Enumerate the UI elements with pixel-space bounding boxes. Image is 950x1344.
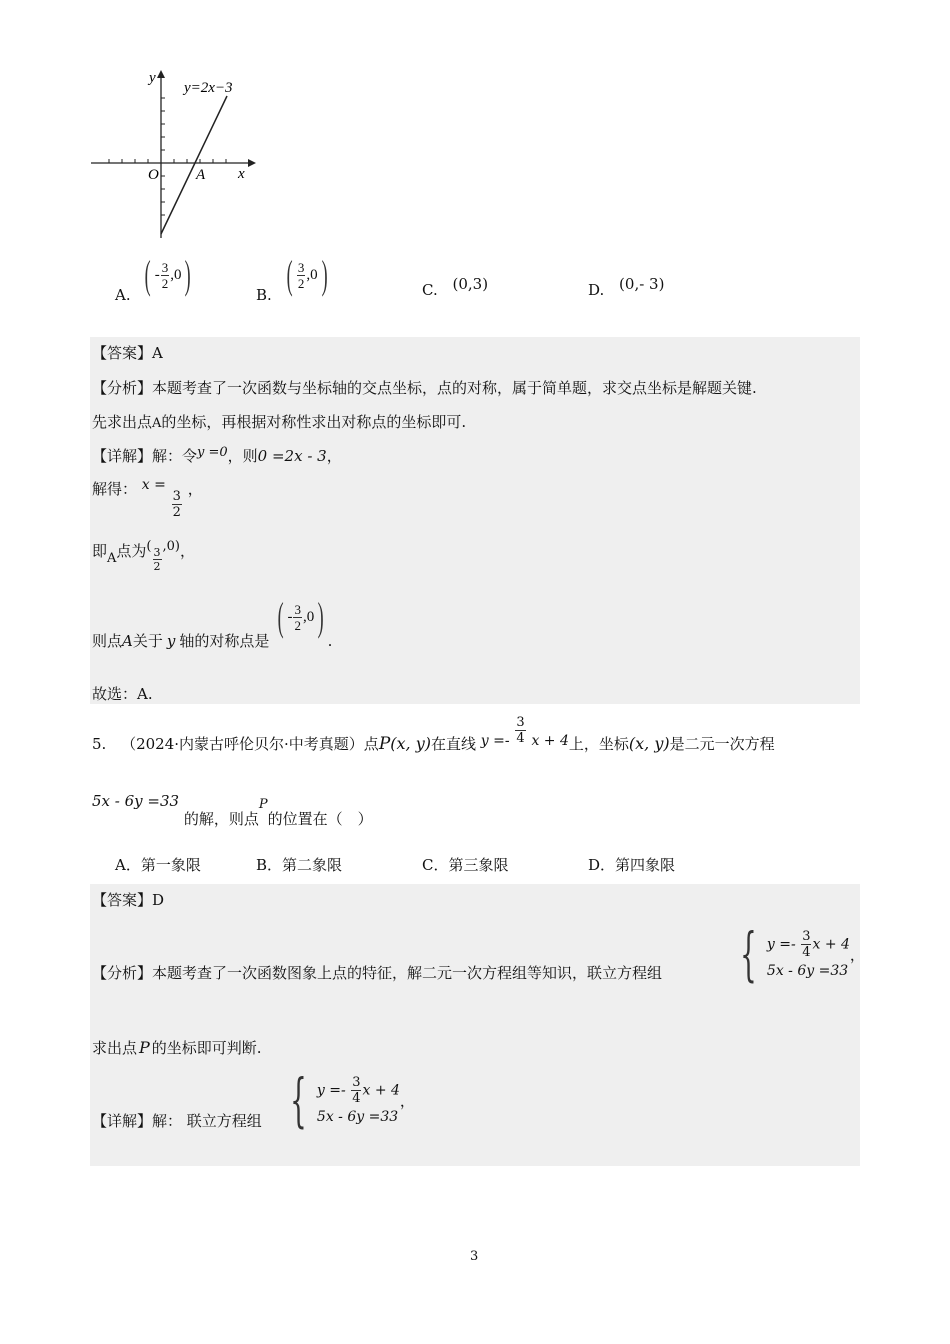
detail-4-line: 【详解】解：令y =0，则0 =2x - 3， bbox=[92, 445, 342, 465]
option-c[interactable]: C. (0,3) bbox=[422, 275, 489, 299]
option-c-value: (0,3) bbox=[452, 275, 489, 293]
graph-equation-label: y=2x−3 bbox=[184, 80, 233, 96]
detail-5-system: { y =- $\frac{3}{4}$ x + 4 5x - 6y =33 ， bbox=[290, 1066, 415, 1134]
page-number: 3 bbox=[470, 1249, 479, 1264]
q5-option-c[interactable]: C．第三象限 bbox=[422, 856, 509, 874]
analysis-4-line1: 【分析】本题考查了一次函数与坐标轴的交点坐标，点的对称，属于简单题，求交点坐标是解题关键. bbox=[92, 379, 757, 397]
function-graph bbox=[88, 66, 258, 241]
option-a[interactable]: A. ( - $\frac{3}{2}$ ,0 ) bbox=[115, 255, 195, 295]
question-5-line1: 5. （2024·内蒙古呼伦贝尔·中考真题）点P(x, y)在直线 y =- $\frac{3}{4}$ x + 4上，坐标(x, y)是二元一次方程 bbox=[92, 715, 775, 754]
question-5-line2: 5x - 6y =33 的解，则点P的位置在（ ） bbox=[92, 792, 373, 828]
symmetric-4-line: 则点A关于 y 轴的对称点是 ( - $\frac{3}{2}$ ,0 ) . bbox=[92, 594, 333, 650]
q5-option-d[interactable]: D．第四象限 bbox=[588, 856, 676, 874]
answer-5: 【答案】D bbox=[92, 891, 165, 909]
option-b-value: ( $\frac{3}{2}$ ,0 ) bbox=[286, 252, 328, 297]
q5-option-b[interactable]: B．第二象限 bbox=[256, 856, 343, 874]
analysis-4-line2: 先求出点A的坐标，再根据对称性求出对称点的坐标即可. bbox=[92, 413, 467, 431]
detail-5-text: 【详解】解： 联立方程组 bbox=[92, 1112, 262, 1130]
option-d-value: (0,- 3) bbox=[619, 275, 665, 293]
function-line bbox=[161, 96, 227, 234]
y-axis-label: y bbox=[149, 70, 156, 86]
analysis-5-text: 【分析】本题考查了一次函数图象上点的特征，解二元一次方程组等知识，联立方程组 bbox=[92, 964, 663, 982]
solve-4-line: 解得： x = $\frac{3}{2}$ ， bbox=[92, 477, 203, 520]
q5-option-a[interactable]: A．第一象限 bbox=[115, 856, 201, 874]
choice-4: 故选：A. bbox=[92, 685, 153, 703]
judge-5-line: 求出点 P 的坐标即可判断. bbox=[92, 1038, 262, 1057]
option-d[interactable]: D. (0,- 3) bbox=[588, 275, 665, 299]
y-axis-arrow bbox=[157, 70, 165, 78]
x-axis-label: x bbox=[238, 166, 245, 182]
point-a-label: A bbox=[196, 167, 206, 183]
analysis-5-system: { y =- $\frac{3}{4}$ x + 4 5x - 6y =33 ， bbox=[740, 920, 865, 988]
answer-4: 【答案】A bbox=[92, 344, 163, 362]
option-b[interactable]: B. ( $\frac{3}{2}$ ,0 ) bbox=[256, 255, 331, 295]
option-a-value: ( - $\frac{3}{2}$ ,0 ) bbox=[145, 252, 192, 297]
origin-label: O bbox=[148, 167, 159, 183]
point-4-line: 即A点为( $\frac{3}{2}$ ,0)， bbox=[92, 539, 195, 573]
x-axis-arrow bbox=[248, 159, 256, 167]
